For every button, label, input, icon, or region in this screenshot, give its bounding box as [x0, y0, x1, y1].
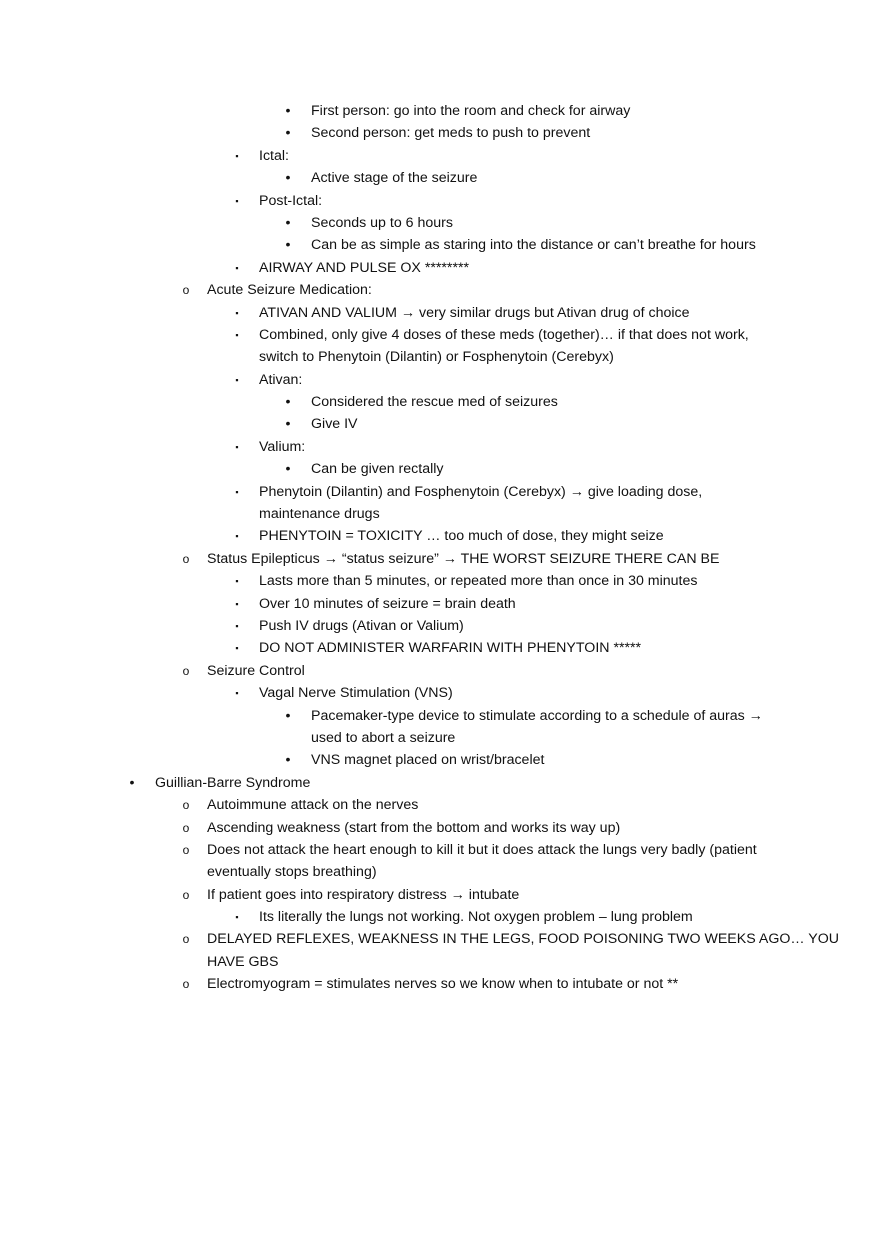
- outline-text: Over 10 minutes of seizure = brain death: [259, 595, 516, 612]
- bullet-marker: o: [182, 551, 190, 566]
- outline-text: Status Epilepticus → “status seizure” → THE WORST SEIZURE THERE CAN BE: [207, 550, 720, 567]
- bullet-marker: •: [285, 394, 291, 411]
- bullet-marker: •: [285, 237, 291, 254]
- outline-item-level-3: [0, 525, 880, 547]
- outline-text: AIRWAY AND PULSE OX ********: [259, 259, 470, 276]
- outline-text: Its literally the lungs not working. Not oxygen problem – lung problem: [259, 909, 693, 926]
- bullet-marker: ▪: [235, 150, 239, 161]
- bullet-marker: ▪: [235, 688, 239, 699]
- bullet-marker: ▪: [235, 329, 239, 340]
- bullet-marker: o: [182, 842, 190, 857]
- outline-text: Active stage of the seizure: [311, 170, 478, 187]
- outline-text: Ictal:: [259, 147, 289, 164]
- outline-item-level-3: [0, 302, 880, 324]
- bullet-marker: •: [285, 214, 291, 231]
- bullet-marker: •: [285, 707, 291, 724]
- bullet-marker: o: [182, 932, 190, 947]
- outline-text: If patient goes into respiratory distress → intubate: [207, 886, 520, 903]
- outline-item-level-3: [0, 570, 880, 592]
- bullet-marker: •: [285, 170, 291, 187]
- outline-item-level-2: [0, 548, 880, 570]
- outline-item-level-3: [0, 481, 880, 503]
- outline-item-level-2: [0, 884, 880, 906]
- outline-text: Phenytoin (Dilantin) and Fosphenytoin (Cerebyx) → give loading dose,: [259, 483, 703, 500]
- bullet-marker: ▪: [235, 531, 239, 542]
- bullet-marker: o: [182, 663, 190, 678]
- bullet-marker: o: [182, 283, 190, 298]
- outline-text: ATIVAN AND VALIUM → very similar drugs but Ativan drug of choice: [259, 304, 690, 321]
- outline-item-level-4: [0, 705, 880, 727]
- outline-text: used to abort a seizure: [311, 729, 456, 746]
- outline-item-level-4: [0, 749, 880, 771]
- outline-item-level-3: [0, 145, 880, 167]
- outline-text: Give IV: [311, 416, 358, 433]
- outline-line-continuation: [0, 951, 880, 973]
- bullet-marker: •: [285, 752, 291, 769]
- outline-text: eventually stops breathing): [207, 864, 377, 881]
- outline-text: Does not attack the heart enough to kill it but it does attack the lungs very badly (patient: [207, 841, 757, 858]
- outline-item-level-4: [0, 122, 880, 144]
- outline-text: HAVE GBS: [207, 953, 279, 970]
- outline-text: Can be as simple as staring into the distance or can’t breathe for hours: [311, 237, 756, 254]
- outline-text: maintenance drugs: [259, 506, 380, 523]
- outline-text: VNS magnet placed on wrist/bracelet: [311, 752, 545, 769]
- bullet-marker: •: [285, 125, 291, 142]
- outline-text: DO NOT ADMINISTER WARFARIN WITH PHENYTOIN *****: [259, 640, 642, 657]
- outline-item-level-4: [0, 212, 880, 234]
- bullet-marker: o: [182, 798, 190, 813]
- outline-item-level-2: [0, 660, 880, 682]
- bullet-marker: ▪: [235, 307, 239, 318]
- outline-text: Lasts more than 5 minutes, or repeated more than once in 30 minutes: [259, 573, 698, 590]
- bullet-marker: ▪: [235, 643, 239, 654]
- outline-item-level-3: [0, 593, 880, 615]
- outline-text: Ascending weakness (start from the bottom and works its way up): [207, 819, 621, 836]
- bullet-marker: •: [285, 103, 291, 119]
- outline-text: Autoimmune attack on the nerves: [207, 797, 419, 814]
- outline-text: Pacemaker-type device to stimulate according to a schedule of auras →: [311, 707, 763, 724]
- bullet-marker: o: [182, 820, 190, 835]
- bullet-marker: ▪: [235, 620, 239, 631]
- outline-item-level-4: [0, 391, 880, 413]
- bullet-marker: ▪: [235, 262, 239, 273]
- outline-item-level-4: [0, 100, 880, 122]
- outline-item-level-3: [0, 906, 880, 928]
- outline-text: Seconds up to 6 hours: [311, 214, 453, 231]
- outline-text: Second person: get meds to push to prevent: [311, 125, 591, 142]
- outline-item-level-4: [0, 167, 880, 189]
- outline-item-level-3: [0, 436, 880, 458]
- outline-item-level-3: [0, 615, 880, 637]
- outline-item-level-4: [0, 234, 880, 256]
- notes-outline: [0, 100, 880, 996]
- outline-item-level-3: [0, 324, 880, 346]
- outline-text: Considered the rescue med of seizures: [311, 394, 558, 411]
- outline-text: Valium:: [259, 438, 306, 455]
- bullet-marker: ▪: [235, 441, 239, 452]
- outline-item-level-2: [0, 279, 880, 301]
- outline-line-continuation: [0, 503, 880, 525]
- outline-text: PHENYTOIN = TOXICITY … too much of dose, they might seize: [259, 528, 664, 545]
- bullet-marker: o: [182, 887, 190, 902]
- bullet-marker: ▪: [235, 195, 239, 206]
- bullet-marker: o: [182, 977, 190, 992]
- bullet-marker: •: [285, 461, 291, 478]
- outline-text: Push IV drugs (Ativan or Valium): [259, 617, 464, 634]
- outline-item-level-4: [0, 458, 880, 480]
- bullet-marker: •: [285, 416, 291, 433]
- outline-text: switch to Phenytoin (Dilantin) or Fosphenytoin (Cerebyx): [259, 349, 614, 366]
- outline-item-level-1: [0, 772, 880, 794]
- outline-item-level-2: [0, 817, 880, 839]
- outline-item-level-3: [0, 637, 880, 659]
- outline-text: Post-Ictal:: [259, 192, 323, 209]
- bullet-marker: ▪: [235, 912, 239, 923]
- bullet-marker: ▪: [235, 374, 239, 385]
- outline-line-continuation: [0, 861, 880, 883]
- outline-text: Can be given rectally: [311, 461, 444, 478]
- outline-text: Ativan:: [259, 371, 303, 388]
- outline-text: Vagal Nerve Stimulation (VNS): [259, 685, 453, 702]
- outline-text: Seizure Control: [207, 662, 305, 679]
- bullet-marker: •: [129, 774, 135, 791]
- outline-item-level-3: [0, 369, 880, 391]
- outline-text: Guillian-Barre Syndrome: [155, 774, 311, 791]
- outline-item-level-3: [0, 190, 880, 212]
- outline-line-continuation: [0, 727, 880, 749]
- bullet-marker: ▪: [235, 576, 239, 587]
- outline-item-level-2: [0, 839, 880, 861]
- outline-item-level-2: [0, 794, 880, 816]
- outline-text: Electromyogram = stimulates nerves so we know when to intubate or not **: [207, 976, 679, 993]
- outline-text: Acute Seizure Medication:: [207, 282, 372, 299]
- outline-item-level-2: [0, 928, 880, 950]
- outline-item-level-2: [0, 973, 880, 995]
- outline-item-level-3: [0, 682, 880, 704]
- bullet-marker: ▪: [235, 486, 239, 497]
- outline-item-level-4: [0, 413, 880, 435]
- outline-item-level-3: [0, 257, 880, 279]
- outline-text: First person: go into the room and check for airway: [311, 103, 631, 119]
- outline-line-continuation: [0, 346, 880, 368]
- outline-text: Combined, only give 4 doses of these meds (together)… if that does not work,: [259, 326, 749, 343]
- bullet-marker: ▪: [235, 598, 239, 609]
- outline-text: DELAYED REFLEXES, WEAKNESS IN THE LEGS, FOOD POISONING TWO WEEKS AGO… YOU: [207, 931, 840, 948]
